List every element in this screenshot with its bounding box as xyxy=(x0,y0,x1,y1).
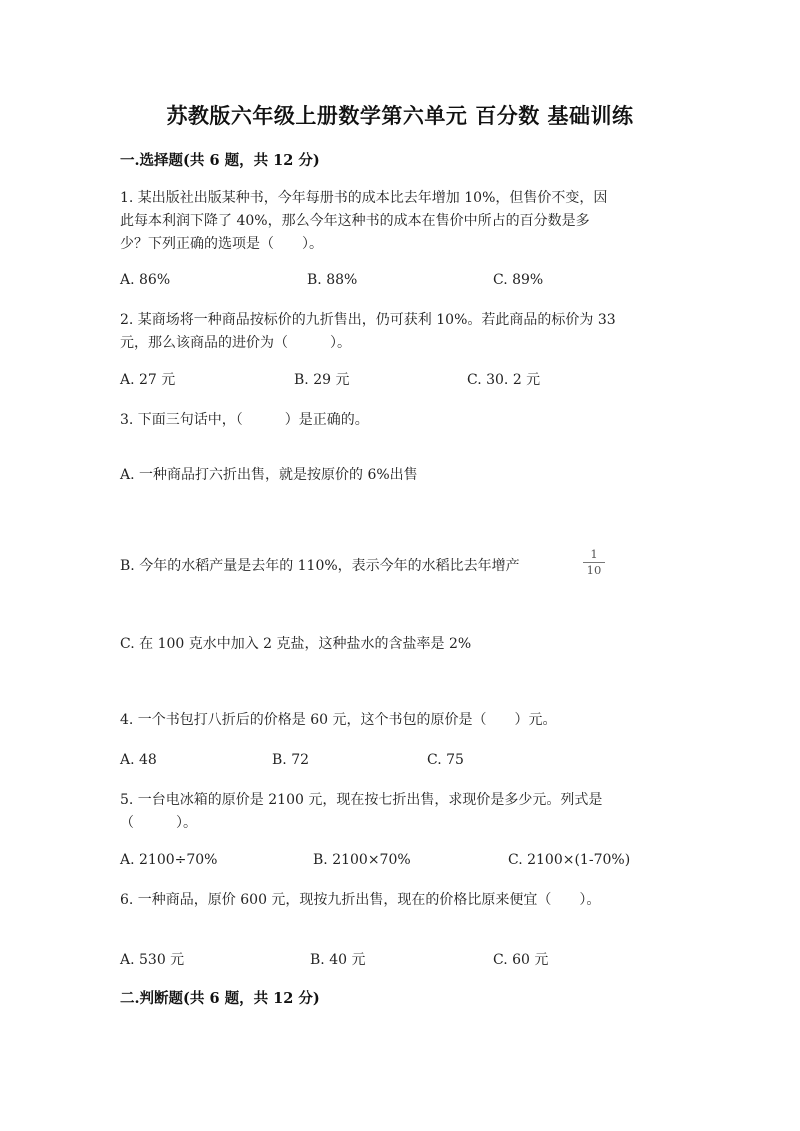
question-4-line-1: 4. 一个书包打八折后的价格是 60 元，这个书包的原价是（ ）元。 xyxy=(120,712,557,728)
question-3-option-b: B. 今年的水稻产量是去年的 110%，表示今年的水稻比去年增产 xyxy=(120,558,520,574)
question-2-option-a: A. 27 元 xyxy=(120,372,176,388)
question-1-option-c: C. 89% xyxy=(493,272,544,288)
question-2-option-c: C. 30. 2 元 xyxy=(467,372,541,388)
question-3-line-1: 3. 下面三句话中，（ ）是正确的。 xyxy=(120,412,369,428)
question-5-option-c: C. 2100×(1-70%) xyxy=(508,852,631,868)
question-5-option-a: A. 2100÷70% xyxy=(120,852,218,868)
question-1-option-b: B. 88% xyxy=(307,272,358,288)
question-3-option-a: A. 一种商品打六折出售，就是按原价的 6%出售 xyxy=(120,467,418,483)
question-6-option-a: A. 530 元 xyxy=(120,952,185,968)
fraction-one-tenth xyxy=(583,547,605,577)
question-6-line-1: 6. 一种商品，原价 600 元，现按九折出售，现在的价格比原来便宜（ ）。 xyxy=(120,892,601,908)
question-5-line-1: 5. 一台电冰箱的原价是 2100 元，现在按七折出售，求现价是多少元。列式是 xyxy=(120,792,603,808)
question-2-line-2: 元，那么该商品的进价为（ ）。 xyxy=(120,335,351,351)
section-heading-judgment: 二.判断题(共 6 题，共 12 分) xyxy=(120,990,320,1007)
question-6-option-c: C. 60 元 xyxy=(493,952,549,968)
page-title: 苏教版六年级上册数学第六单元 百分数 基础训练 xyxy=(166,103,634,128)
section-heading-choice: 一.选择题(共 6 题，共 12 分) xyxy=(120,152,320,169)
fraction-denominator: 10 xyxy=(586,563,602,577)
question-1-line-3: 少？下列正确的选项是（ ）。 xyxy=(120,236,323,252)
question-1-option-a: A. 86% xyxy=(120,272,171,288)
question-2-line-1: 2. 某商场将一种商品按标价的九折售出，仍可获利 10%。若此商品的标价为 33 xyxy=(120,312,616,328)
question-4-option-b: B. 72 xyxy=(272,752,310,768)
question-3-option-c: C. 在 100 克水中加入 2 克盐，这种盐水的含盐率是 2% xyxy=(120,636,472,652)
question-1-line-2: 此每本利润下降了 40%，那么今年这种书的成本在售价中所占的百分数是多 xyxy=(120,213,590,229)
fraction-numerator: 1 xyxy=(590,547,598,561)
question-2-option-b: B. 29 元 xyxy=(294,372,350,388)
question-4-option-c: C. 75 xyxy=(427,752,464,768)
question-5-option-b: B. 2100×70% xyxy=(313,852,411,868)
question-6-option-b: B. 40 元 xyxy=(310,952,366,968)
question-1-line-1: 1. 某出版社出版某种书，今年每册书的成本比去年增加 10%，但售价不变，因 xyxy=(120,190,608,206)
question-4-option-a: A. 48 xyxy=(120,752,157,768)
question-5-line-2: （ ）。 xyxy=(120,815,197,831)
